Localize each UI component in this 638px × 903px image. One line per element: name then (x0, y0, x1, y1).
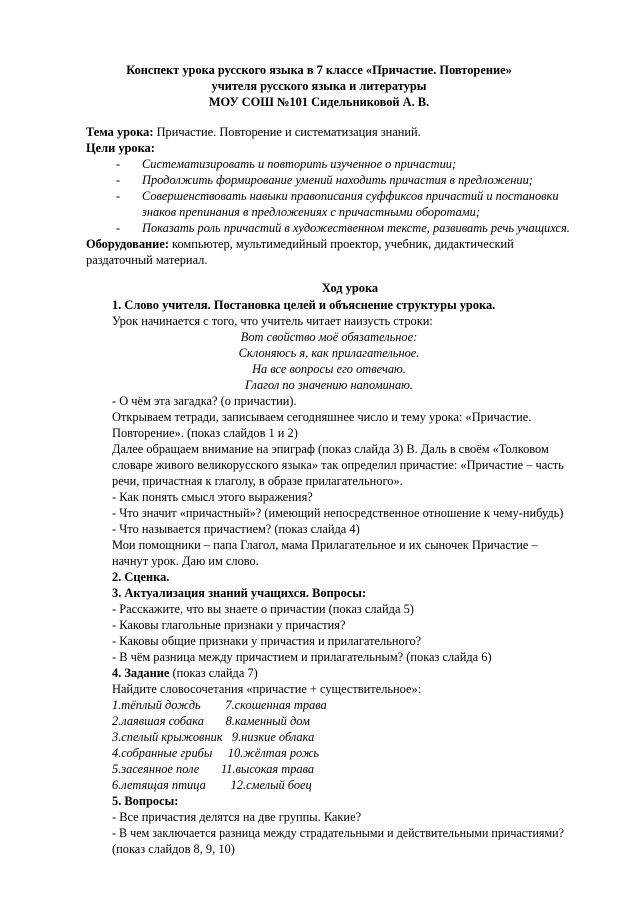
section-1-intro: Урок начинается с того, что учитель читает наизусть строки: (112, 314, 433, 328)
goal-item-text: Показать роль причастий в художественном тексте, развивать речь учащихся. (142, 221, 570, 235)
document-page: Конспект урока русского языка в 7 классе «Причастие. Повторение» учителя русского языка и литературы МОУ СОШ №101 Сидельниковой А. В. Тема урока: Причастие. Повторение и систематизация знаний. Цели урока: - Систематизировать и повторить изученное о причастии; - Продолжить формирование умений находить причастия в предложении; - Совершенствовать навыки правописания суффиксов причастий и постановки знаков препинания в предложениях с причастными оборотами; - Показать роль причастий в художественном тексте, развивать речь учащихся. Оборудование: компьютер, мультимедийный проектор, учебник, дидактический раздаточный материал. Ход урока 1. Слово учителя. Постановка целей и объяснение структуры урока. Урок начинается с того, что учитель читает наизусть строки: Вот свойство моё обязательное: Склоняюсь я, как прилагательное. На все вопросы его отвечаю. Глагол по значению напоминаю. - О чём эта загадка? (о причастии). Открываем тетради, записываем сегодняшнее число и тему урока: «Причастие. Повторение». (показ слайдов 1 и 2) Далее обращаем внимание на эпиграф (показ слайда 3) В. Даль в своём «Толковом словаре живого великорусского языка» так определил причастие: «Причастие – часть речи, причастная к глаголу, в образе прилагательного». - Как понять смысл этого выражения? - Что значит «причастный»? (имеющий непосредственное отношение к чему-нибудь) - Что называется причастием? (показ слайда 4) Мои помощники – папа Глагол, мама Прилагательное и их сыночек Причастие – начнут урок. Даю им слово. 2. Сценка. 3. Актуализация знаний учащихся. Вопросы: - Расскажите, что вы знаете о причастии (показ слайда 5) - Каковы глагольные признаки у причастия? - Каковы общие признаки у причастия и прилагательного? - В чём разница между причастием и прилагательным? (показ слайда 6) 4. Задание (показ слайда 7) Найдите словосочетания «причастие + существительное»: 1.тёплый дождь 7.скошенная трава 2.лаявшая собака 8.каменный дом 3.спелый крыжовник 9.низкие облака 4.собранные грибы 10.жёлтая рожь 5.засеянное поле 11.высокая трава 6.летящая птица 12.смелый боец 5. Вопросы: - Все причастия делятся на две группы. Какие? - В чем заключается разница между страдательными и действительными причастиями? (показ слайдов 8, 9, 10) (0, 0, 638, 903)
question-item: (показ слайдов 8, 9, 10) (112, 842, 235, 856)
poem-line: Вот свойство моё обязательное: (240, 330, 418, 344)
body-line: начнут урок. Даю им слово. (112, 554, 259, 568)
section-4-rest: (показ слайда 7) (169, 666, 258, 680)
body-line: - Что называется причастием? (показ слайда 4) (112, 522, 360, 536)
poem-line: Глагол по значению напоминаю. (245, 378, 413, 392)
doc-title-line-2: учителя русского языка и литературы (211, 79, 427, 93)
goal-item-text: Совершенствовать навыки правописания суффиксов причастий и постановки (142, 189, 559, 203)
goal-item-text: Продолжить формирование умений находить причастия в предложении; (142, 173, 533, 187)
section-5-title: 5. Вопросы: (112, 794, 179, 808)
phrase-row: 1.тёплый дождь 7.скошенная трава (112, 698, 327, 712)
question-item: - Каковы общие признаки у причастия и прилагательного? (112, 634, 422, 648)
phrase-row: 2.лаявшая собака 8.каменный дом (112, 714, 310, 728)
body-line: Повторение». (показ слайдов 1 и 2) (112, 426, 298, 440)
question-item: - Все причастия делятся на две группы. Какие? (112, 810, 362, 824)
phrase-row: 4.собранные грибы 10.жёлтая рожь (112, 746, 320, 760)
section-2-title: 2. Сценка. (112, 570, 170, 584)
goals-label: Цели урока: (86, 141, 155, 155)
body-line: Мои помощники – папа Глагол, мама Прилагательное и их сыночек Причастие – (112, 538, 538, 552)
section-4-title: 4. Задание (112, 666, 170, 680)
doc-title-line-3: МОУ СОШ №101 Сидельниковой А. В. (208, 95, 430, 109)
equipment-line (86, 236, 514, 252)
body-line: Далее обращаем внимание на эпиграф (показ слайда 3) В. Даль в своём «Толковом (112, 442, 549, 456)
body-line: - Как понять смысл этого выражения? (112, 490, 313, 504)
section-4-intro: Найдите словосочетания «причастие + существительное»: (112, 682, 422, 696)
goal-item-text: Систематизировать и повторить изученное о причастии; (142, 157, 457, 171)
body-line: речи, причастная к глаголу, в образе прилагательного». (112, 474, 403, 488)
section-4-line (112, 665, 258, 681)
topic-label: Тема урока: (86, 125, 154, 139)
phrase-row: 5.засеянное поле 11.высокая трава (112, 762, 315, 776)
section-1-title: 1. Слово учителя. Постановка целей и объяснение структуры урока. (112, 298, 496, 312)
question-item: - В чём разница между причастием и прилагательным? (показ слайда 6) (112, 650, 492, 664)
body-line: - О чём эта загадка? (о причастии). (112, 394, 297, 408)
topic-text: Причастие. Повторение и систематизация знаний. (153, 125, 421, 139)
goal-item-continuation: знаков препинания в предложениях с причастными оборотами; (142, 205, 481, 219)
lesson-title: Ход урока (321, 281, 379, 295)
poem-line: Склоняюсь я, как прилагательное. (238, 346, 420, 360)
phrase-row: 3.спелый крыжовник 9.низкие облака (112, 730, 315, 744)
section-3-title: 3. Актуализация знаний учащихся. Вопросы: (112, 586, 367, 600)
question-item: - Расскажите, что вы знаете о причастии (показ слайда 5) (112, 602, 414, 616)
body-line: - Что значит «причастный»? (имеющий непосредственное отношение к чему-нибудь) (112, 506, 564, 520)
topic-line (86, 124, 421, 140)
poem-line: На все вопросы его отвечаю. (252, 362, 406, 376)
doc-title-line-1: Конспект урока русского языка в 7 классе «Причастие. Повторение» (126, 63, 512, 77)
equipment-continuation: раздаточный материал. (86, 253, 208, 267)
equipment-text: компьютер, мультимедийный проектор, учебник, дидактический (168, 237, 514, 251)
body-line: Открываем тетради, записываем сегодняшнее число и тему урока: «Причастие. (112, 410, 532, 424)
body-line: словаре живого великорусского языка» так определил причастие: «Причастие – часть (112, 458, 564, 472)
phrase-row: 6.летящая птица 12.смелый боец (112, 778, 312, 792)
question-item: - В чем заключается разница между страдательными и действительными причастиями? (112, 826, 564, 840)
question-item: - Каковы глагольные признаки у причастия? (112, 618, 346, 632)
equipment-label: Оборудование: (86, 237, 169, 251)
